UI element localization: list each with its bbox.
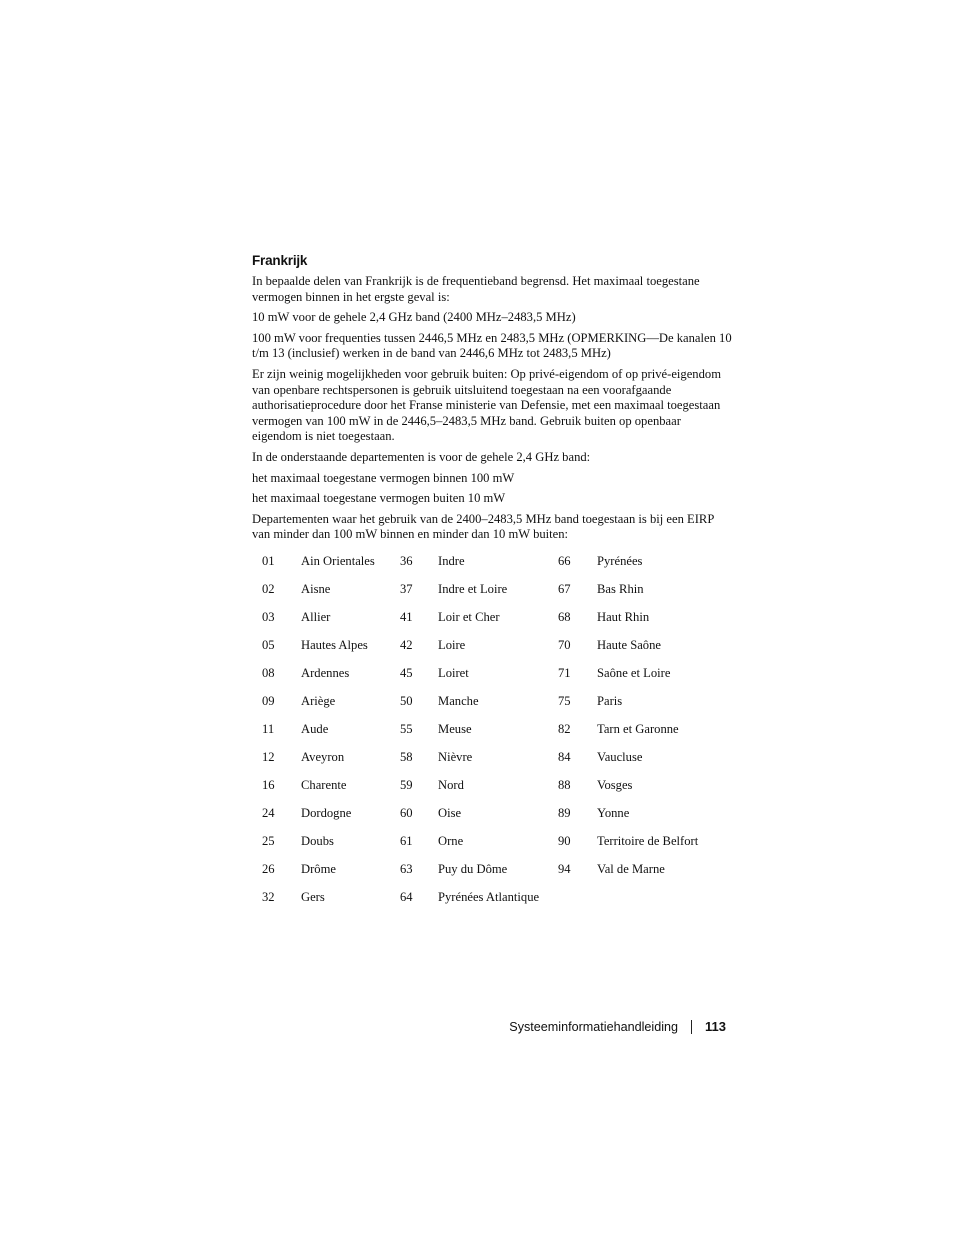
department-code: 60 [400, 805, 413, 820]
department-name: Indre [438, 553, 465, 568]
department-code: 26 [262, 861, 275, 876]
department-code: 05 [262, 637, 275, 652]
department-name: Yonne [597, 805, 630, 820]
department-code: 59 [400, 777, 413, 792]
department-name: Aveyron [301, 749, 345, 764]
department-name: Hautes Alpes [301, 637, 368, 652]
department-code: 12 [262, 749, 275, 764]
department-name: Ariège [301, 693, 336, 708]
department-code: 02 [262, 581, 275, 596]
department-code: 24 [262, 805, 275, 820]
department-name: Pyrénées [597, 553, 643, 568]
department-code: 63 [400, 861, 413, 876]
department-name: Loiret [438, 665, 469, 680]
page-content [252, 253, 732, 915]
paragraph: In de onderstaande departementen is voor de gehele 2,4 GHz band: [252, 449, 591, 464]
department-row [252, 719, 729, 747]
department-code: 32 [262, 889, 275, 904]
department-code: 08 [262, 665, 275, 680]
department-code: 03 [262, 609, 275, 624]
department-code: 01 [262, 553, 275, 568]
department-name: Meuse [438, 721, 472, 736]
department-row [252, 579, 729, 607]
department-code: 58 [400, 749, 413, 764]
department-code: 16 [262, 777, 275, 792]
department-name: Gers [301, 889, 325, 904]
department-name: Puy du Dôme [438, 861, 508, 876]
department-name: Territoire de Belfort [597, 833, 699, 848]
section-heading: Frankrijk [252, 253, 308, 268]
department-name: Haute Saône [597, 637, 661, 652]
department-row [252, 859, 729, 887]
department-name: Ain Orientales [301, 553, 375, 568]
department-name: Vaucluse [597, 749, 643, 764]
department-code: 90 [558, 833, 571, 848]
department-code: 45 [400, 665, 413, 680]
department-name: Nièvre [438, 749, 473, 764]
department-row [252, 635, 729, 663]
page-number: 113 [705, 1019, 726, 1034]
department-name: Orne [438, 833, 464, 848]
department-code: 84 [558, 749, 571, 764]
department-row [252, 887, 729, 915]
paragraph: Er zijn weinig mogelijkheden voor gebruik buiten: Op privé-eigendom of op privé-eigendom van openbare rechtspersonen is gebruik uitsluitend toegestaan na een voorafgaande authorisatieprocedure door het Franse ministerie van Defensie, met een maximaal toegestaan vermogen van 100 mW in de 2446,5–2483,5 MHz band. Gebruik buiten op openbaar eigendom is niet toegestaan. [252, 366, 721, 444]
department-row [252, 607, 729, 635]
paragraph: 10 mW voor de gehele 2,4 GHz band (2400 MHz–2483,5 MHz) [252, 310, 576, 325]
department-row [252, 831, 729, 859]
departments-table [252, 551, 729, 915]
paragraph: 100 mW voor frequenties tussen 2446,5 MHz en 2483,5 MHz (OPMERKING—De kanalen 10 t/m 13 (inclusief) werken in de band van 2446,6 MHz tot 2483,5 MHz) [252, 330, 732, 361]
department-name: Bas Rhin [597, 581, 644, 596]
department-code: 89 [558, 805, 571, 820]
paragraph: In bepaalde delen van Frankrijk is de frequentieband begrensd. Het maximaal toegestane vermogen binnen in het ergste geval is: [252, 274, 700, 304]
department-code: 68 [558, 609, 571, 624]
department-row [252, 775, 729, 803]
department-name: Dordogne [301, 805, 352, 820]
department-code: 64 [400, 889, 413, 904]
department-code: 70 [558, 637, 571, 652]
department-code: 42 [400, 637, 413, 652]
department-name: Vosges [597, 777, 633, 792]
department-code: 25 [262, 833, 275, 848]
department-code: 82 [558, 721, 571, 736]
department-name: Nord [438, 777, 464, 792]
department-name: Pyrénées Atlantique [438, 889, 540, 904]
department-name: Paris [597, 693, 623, 708]
department-name [597, 887, 729, 915]
department-code: 36 [400, 553, 413, 568]
department-code: 66 [558, 553, 571, 568]
department-code: 75 [558, 693, 571, 708]
department-name: Aude [301, 721, 329, 736]
department-code: 37 [400, 581, 413, 596]
department-name: Doubs [301, 833, 334, 848]
department-name: Aisne [301, 581, 331, 596]
paragraph: Departementen waar het gebruik van de 2400–2483,5 MHz band toegestaan is bij een EIRP van minder dan 100 mW binnen en minder dan 10 mW buiten: [252, 511, 714, 542]
department-name: Ardennes [301, 665, 350, 680]
page-footer [504, 1019, 726, 1034]
department-name: Val de Marne [597, 861, 665, 876]
footer-separator [691, 1020, 692, 1034]
department-row [252, 803, 729, 831]
department-name: Charente [301, 777, 347, 792]
department-code: 67 [558, 581, 571, 596]
department-name: Drôme [301, 861, 336, 876]
department-code: 41 [400, 609, 413, 624]
department-name: Saône et Loire [597, 665, 671, 680]
department-code: 09 [262, 693, 275, 708]
department-code: 11 [262, 721, 275, 736]
department-name: Allier [301, 609, 331, 624]
footer-title: Systeeminformatiehandleiding [509, 1019, 679, 1034]
department-row [252, 551, 729, 579]
department-name: Indre et Loire [438, 581, 508, 596]
department-name: Haut Rhin [597, 609, 650, 624]
department-code: 94 [558, 861, 571, 876]
department-code: 61 [400, 833, 413, 848]
department-name: Oise [438, 805, 462, 820]
department-name: Tarn et Garonne [597, 721, 679, 736]
department-code: 88 [558, 777, 571, 792]
paragraph: het maximaal toegestane vermogen binnen 100 mW [252, 470, 515, 485]
department-name: Loire [438, 637, 466, 652]
department-code [558, 887, 597, 915]
department-name: Loir et Cher [438, 609, 500, 624]
department-row [252, 663, 729, 691]
department-code: 55 [400, 721, 413, 736]
department-name: Manche [438, 693, 479, 708]
department-code: 50 [400, 693, 413, 708]
department-row [252, 747, 729, 775]
department-row [252, 691, 729, 719]
department-code: 71 [558, 665, 571, 680]
paragraph: het maximaal toegestane vermogen buiten 10 mW [252, 491, 506, 506]
